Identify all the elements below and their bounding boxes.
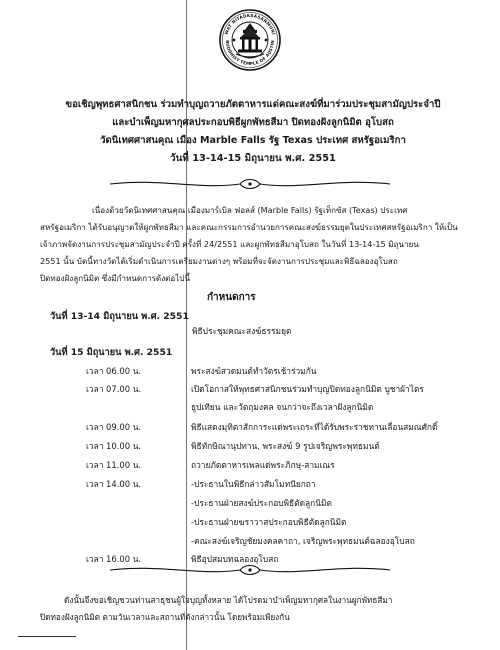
- schedule-row: [86, 400, 486, 418]
- row-activity: ธูปเทียน และวัตถุมงคล จนกว่าจะถึงเวลาฝังลูกนิมิต: [191, 402, 374, 412]
- schedule-row: [86, 364, 486, 382]
- schedule-row: [86, 382, 486, 400]
- row-activity: พิธีแสดงมุทิตาสักการะแด่พระเถระที่ได้รับพระราชทานเลื่อนสมณศักดิ์: [191, 422, 438, 432]
- temple-seal-icon: [218, 8, 282, 72]
- row-activity: -ประธานในพิธีกล่าวสัมโมทนียกถา: [191, 479, 316, 489]
- row-activity: พิธีอุปสมบทฉลองอุโบสถ: [191, 554, 279, 564]
- schedule-row: [86, 496, 486, 514]
- intro-line-2: สหรัฐอเมริกา ได้รับอนุญาตให้ผูกพัทธสีมา และคณะกรรมการอำนวยการคณะสงฆ์ธรรมยุตในประเทศสหรัฐอเมริกา ให้เป็น: [40, 222, 458, 232]
- footnote-rule: [18, 636, 76, 637]
- day1-item: พิธีประชุมคณะสงฆ์ธรรมยุต: [192, 326, 292, 336]
- schedule-row: [86, 420, 486, 438]
- schedule-row: [86, 534, 486, 552]
- intro-line-3: เจ้าภาพจัดงานการประชุมสามัญประจำปี ครั้งที่ 24/2551 และผูกพัทธสีมาอุโบสถ ในวันที่ 13-14-15 มิถุนายน: [40, 239, 419, 249]
- schedule-row: [86, 439, 486, 457]
- row-activity: พิธีทักษิณานุปทาน, พระสงฆ์ 9 รูปเจริญพระพุทธมนต์: [191, 441, 380, 451]
- header-line-1: ขอเชิญพุทธศาสนิกชน ร่วมทำบุญถวายภัตตาหารแด่คณะสงฆ์ที่มาร่วมประชุมสามัญประจำปี: [65, 99, 441, 110]
- day1-label: วันที่ 13-14 มิถุนายน พ.ศ. 2551: [50, 311, 189, 322]
- row-activity: -ประธานฝ่ายฆราวาสประกอบพิธีตัดลูกนิมิต: [191, 517, 347, 527]
- closing-line-1: ดังนั้นจึงขอเชิญชวนท่านสาธุชนผู้ใจบุญทั้งหลาย ได้โปรดมาบำเพ็ญมหากุศลในงานผูกพัทธสีมา: [64, 595, 393, 605]
- row-activity: -คณะสงฆ์เจริญชัยมงคลคาถา, เจริญพระพุทธมนต์ฉลองอุโบสถ: [191, 536, 415, 546]
- decorative-flourish-top: [100, 176, 400, 192]
- schedule-row: [86, 515, 486, 533]
- seal-top-text: WAT NITADKSASANMUNI: [223, 12, 277, 36]
- header-line-2: และบำเพ็ญมหากุศลประกอบพิธีผูกพัทธสีมา ปิดทองฝังลูกนิมิต อุโบสถ: [112, 117, 394, 128]
- row-time: เวลา 07.00 น.: [86, 384, 142, 394]
- row-time: เวลา 06.00 น.: [86, 366, 142, 376]
- row-activity: ถวายภัตตาหารเพลแด่พระภิกษุ-สามเณร: [191, 460, 335, 470]
- row-activity: พระสงฆ์สวดมนต์ทำวัตรเช้าร่วมกัน: [191, 366, 317, 376]
- intro-line-5: ปิดทองฝังลูกนิมิต ซึ่งมีกำหนดการดังต่อไปนี้: [40, 273, 191, 283]
- header-line-4: วันที่ 13-14-15 มิถุนายน พ.ศ. 2551: [170, 153, 336, 164]
- header-line-3: วัดนิเทศศาสนคุณ เมือง Marble Falls รัฐ Texas ประเทศ สหรัฐอเมริกา: [100, 135, 406, 146]
- row-time: เวลา 10.00 น.: [86, 441, 142, 451]
- row-activity: -ประธานฝ่ายสงฆ์ประกอบพิธีตัดลูกนิมิต: [191, 498, 332, 508]
- row-time: เวลา 09.00 น.: [86, 422, 142, 432]
- row-time: เวลา 14.00 น.: [86, 479, 142, 489]
- row-time: เวลา 11.00 น.: [86, 460, 142, 470]
- schedule-title: กำหนดการ: [207, 292, 256, 303]
- day2-label: วันที่ 15 มิถุนายน พ.ศ. 2551: [50, 347, 173, 358]
- intro-line-1: เนื่องด้วยวัดนิเทศศาสนคุณ เมืองมาร์เบิล ฟอลส์ (Marble Falls) รัฐเท็กซัส (Texas) ประเทศ: [92, 205, 408, 215]
- intro-line-4: 2551 นั้น บัดนี้ทางวัดได้เริ่มดำเนินการเตรียมงานต่างๆ พร้อมที่จะจัดงานการประชุมและพิธีฉลองอุโบสถ: [40, 256, 398, 266]
- row-activity: เปิดโอกาสให้พุทธศาสนิกชนร่วมทำบุญปิดทองลูกนิมิต บูชาผ้าไตร: [191, 384, 424, 394]
- decorative-flourish-bottom: [100, 562, 400, 578]
- schedule-row: [86, 477, 486, 495]
- row-time: เวลา 16.00 น.: [86, 554, 142, 564]
- seal-bottom-text: BUDDHIST TEMPLE OF AUSTIN: [224, 40, 276, 67]
- schedule-row: [86, 458, 486, 476]
- closing-line-2: ปิดทองฝังลูกนิมิต ตามวันเวลาและสถานที่ดังกล่าวนั้น โดยพร้อมเพียงกัน: [40, 612, 290, 622]
